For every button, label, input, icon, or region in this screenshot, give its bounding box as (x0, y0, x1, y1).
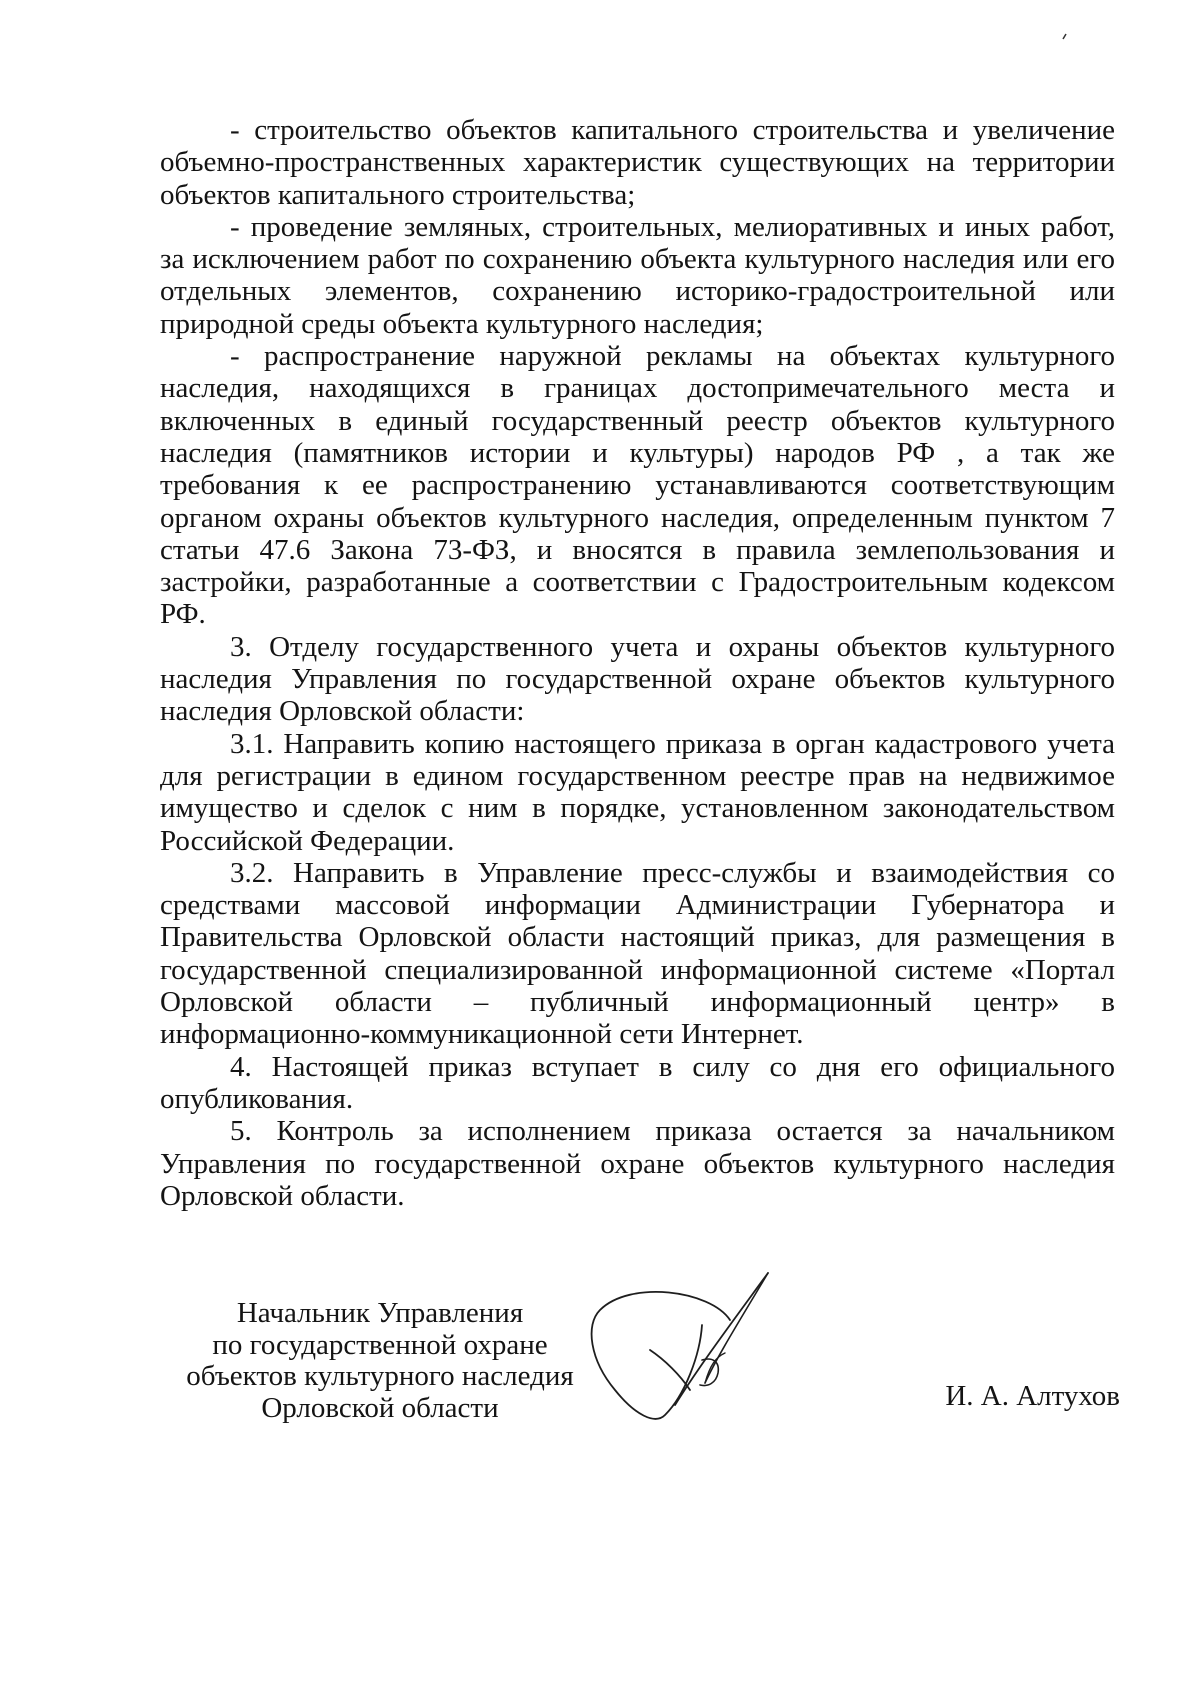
signatory-title-line: Орловской области (261, 1391, 499, 1424)
handwritten-signature (590, 1265, 820, 1435)
paragraph-item-3: 3. Отделу государственного учета и охраны объектов культурного наследия Управления по государственной охране объектов культурного наследия Орловской области: (160, 630, 1115, 728)
signer-name: И. А. Алтухов (945, 1380, 1120, 1412)
paragraph-item-4: 4. Настоящей приказ вступает в силу со дня его официального опубликования. (160, 1050, 1115, 1115)
signatory-title (170, 1298, 590, 1424)
paragraph-earthworks: - проведение земляных, строительных, мелиоративных и иных работ, за исключением работ по сохранению объекта культурного наследия или его отдельных элементов, сохранению историко-градостроительной или природной среды объекта культурного наследия; (160, 210, 1115, 340)
signatory-title-line: Начальник Управления (236, 1297, 524, 1329)
paragraph-item-3-2: 3.2. Направить в Управление пресс-службы и взаимодействия со средствами массовой информации Администрации Губернатора и Правительства Орловской области настоящий приказ, для размещения в государственной специализированной информационной системе «Портал Орловской области – публичный информационный центр» в информационно-коммуникационной сети Интернет. (160, 856, 1115, 1051)
signatory-title-line: по государственной охране (212, 1328, 548, 1361)
paragraph-construction: - строительство объектов капитального строительства и увеличение объемно-пространственных характеристик существующих на территории объектов капитального строительства; (160, 114, 1115, 211)
signatory-title-line: объектов культурного наследия (186, 1360, 574, 1392)
paragraph-item-5: 5. Контроль за исполнением приказа остается за начальником Управления по государственной охране объектов культурного наследия Орловской области. (160, 1115, 1115, 1212)
document-body (160, 114, 1115, 1212)
scan-mark (1060, 25, 1080, 45)
paragraph-item-3-1: 3.1. Направить копию настоящего приказа в орган кадастрового учета для регистрации в едином государственном реестре прав на недвижимое имущество и сделок с ним в порядке, установленном законодательством Российской Федерации. (160, 727, 1115, 857)
paragraph-advertising: - распространение наружной рекламы на объектах культурного наследия, находящихся в границах достопримечательного места и включенных в единый государственный реестр объектов культурного наследия (памятников истории и культуры) народов РФ , а так же требования к ее распространению устанавливаются соответствующим органом охраны объектов культурного наследия, определенным пунктом 7 статьи 47.6 Закона 73-ФЗ, и вносятся в правила землепользования и застройки, разработанные а соответствии с Градостроительным кодексом РФ. (160, 340, 1115, 631)
